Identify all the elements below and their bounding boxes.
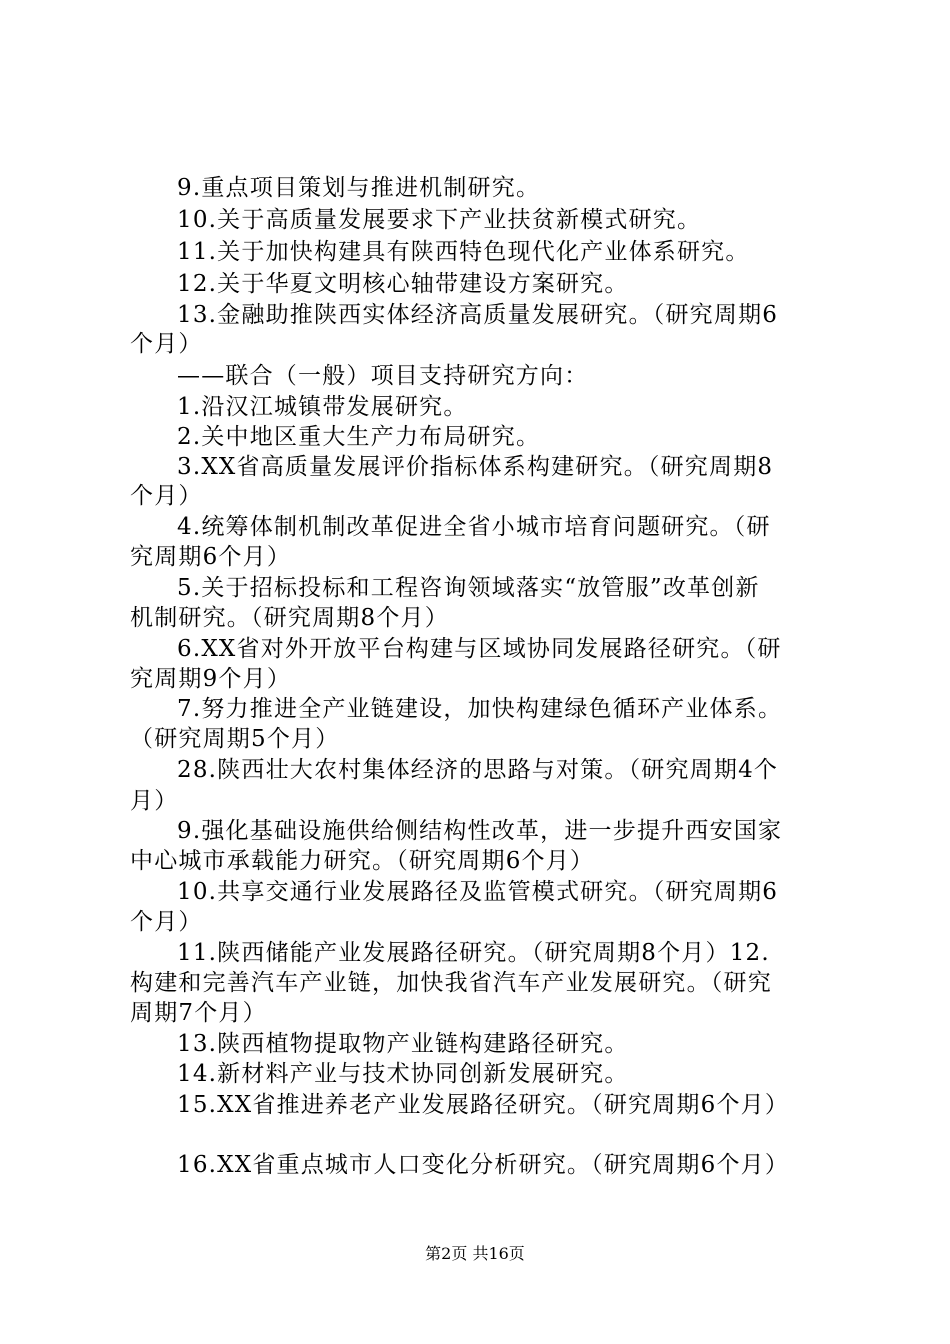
text-line: 中心城市承载能力研究。（研究周期6个月） [130, 848, 595, 874]
text-line: 月） [130, 788, 179, 814]
text-line: 9.重点项目策划与推进机制研究。 [177, 175, 541, 201]
text-line: 12.关于华夏文明核心轴带建设方案研究。 [177, 271, 629, 297]
text-line: 11.关于加快构建具有陕西特色现代化产业体系研究。 [177, 239, 750, 265]
text-line: 构建和完善汽车产业链，加快我省汽车产业发展研究。（研究 [130, 970, 772, 996]
text-line: （研究周期5个月） [130, 726, 340, 752]
text-line: 个月） [130, 331, 203, 357]
text-line: 5.关于招标投标和工程咨询领域落实“放管服”改革创新 [177, 575, 760, 601]
text-line: 个月） [130, 483, 203, 509]
text-line: 14.新材料产业与技术协同创新发展研究。 [177, 1061, 629, 1087]
text-line: 9.强化基础设施供给侧结构性改革，进一步提升西安国家 [177, 818, 783, 844]
text-line: 机制研究。（研究周期8个月） [130, 605, 449, 631]
text-line: 11.陕西储能产业发展路径研究。（研究周期8个月）12. [177, 940, 770, 966]
text-line: 1.沿汉江城镇带发展研究。 [177, 394, 468, 420]
text-line: 7.努力推进全产业链建设，加快构建绿色循环产业体系。 [177, 696, 783, 722]
text-line: 究周期9个月） [130, 666, 292, 692]
text-line: 10.关于高质量发展要求下产业扶贫新模式研究。 [177, 207, 702, 233]
text-line: 3.XX省高质量发展评价指标体系构建研究。（研究周期8 [177, 454, 774, 480]
text-line: 28.陕西壮大农村集体经济的思路与对策。（研究周期4个 [177, 757, 779, 783]
text-line: 10.共享交通行业发展路径及监管模式研究。（研究周期6 [177, 879, 779, 905]
text-line: 16.XX省重点城市人口变化分析研究。（研究周期6个月） [177, 1152, 790, 1178]
text-line: 个月） [130, 909, 203, 935]
text-line: 2.关中地区重大生产力布局研究。 [177, 424, 541, 450]
text-line: 究周期6个月） [130, 544, 292, 570]
text-line: 13.陕西植物提取物产业链构建路径研究。 [177, 1031, 629, 1057]
text-line: 13.金融助推陕西实体经济高质量发展研究。（研究周期6 [177, 302, 779, 328]
text-line: 6.XX省对外开放平台构建与区域协同发展路径研究。（研 [177, 636, 782, 662]
text-line: 周期7个月） [130, 1000, 267, 1026]
text-line: 4.统筹体制机制改革促进全省小城市培育问题研究。（研 [177, 514, 771, 540]
page-footer: 第2页 共16页 [425, 1244, 525, 1263]
text-line: 15.XX省推进养老产业发展路径研究。（研究周期6个月） [177, 1092, 790, 1118]
section-heading: ——联合（一般）项目支持研究方向： [177, 363, 589, 389]
